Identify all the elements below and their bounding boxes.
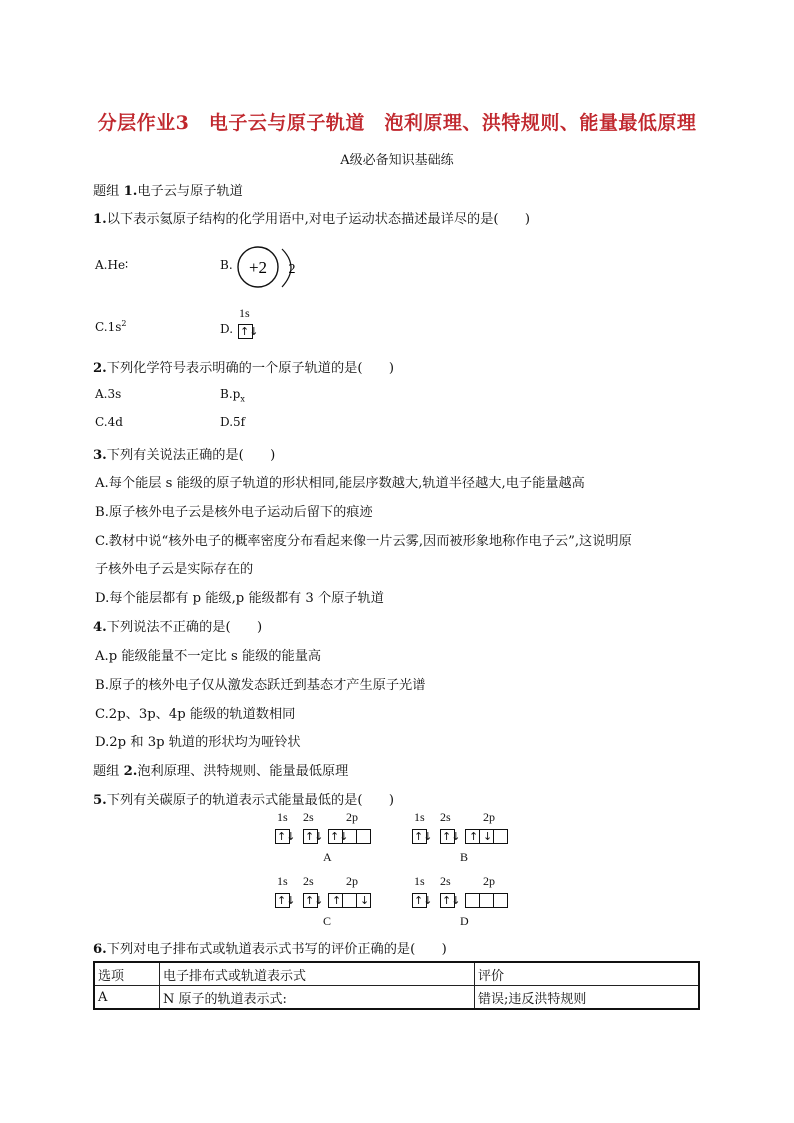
q2-option-b-base: B.p: [220, 387, 241, 401]
label-2p: 2p: [483, 874, 495, 888]
header-cell-option: 选项: [94, 962, 160, 986]
orbital-2p-1: [328, 829, 349, 844]
electron-arrows: ↓: [360, 894, 370, 907]
header-cell-expression: 电子排布式或轨道表示式: [160, 962, 475, 986]
orbital-1s: [275, 829, 296, 844]
label-2s: 2s: [440, 874, 451, 888]
q1-option-c-base: C.1s: [95, 320, 122, 334]
orbital-1s: [275, 893, 296, 908]
group-heading-1: [93, 180, 243, 199]
question-number: 2.: [93, 361, 107, 376]
orbital-2p-1: [328, 893, 343, 908]
q4-option-b: B.原子的核外电子仅从激发态跃迁到基态才产生原子光谱: [95, 678, 426, 693]
electron-arrows: ↑↓: [414, 830, 433, 843]
question-3-stem: [93, 444, 275, 463]
orbital-2p-2: [479, 893, 494, 908]
orbital-diagram-a: [275, 810, 385, 870]
group-number: 1.: [123, 184, 138, 199]
orbital-diagram-d: [412, 874, 522, 934]
section-subtitle: A级必备知识基础练: [340, 153, 454, 168]
orbital-1s: [412, 829, 433, 844]
q1-orbital-label: 1s: [239, 306, 250, 320]
q4-option-d: D.2p 和 3p 轨道的形状均为哑铃状: [95, 735, 301, 750]
label-1s: 1s: [414, 874, 425, 888]
label-2p: 2p: [483, 810, 495, 824]
q3-option-b: B.原子核外电子云是核外电子运动后留下的痕迹: [95, 505, 373, 520]
table-row: [94, 986, 699, 1010]
q3-option-c-line1: C.教材中说“核外电子的概率密度分布看起来像一片云雾,因而被形象地称作电子云”,这说明原: [95, 534, 632, 549]
diagram-letter: D: [460, 914, 469, 928]
orbital-2p-2: [479, 829, 494, 844]
q1-option-c: [95, 320, 126, 334]
label-2p: 2p: [346, 874, 358, 888]
question-text: 下列化学符号表示明确的一个原子轨道的是( ): [106, 361, 395, 376]
orbital-2p-3: [356, 829, 371, 844]
group-prefix: 题组: [93, 764, 124, 779]
label-2s: 2s: [440, 810, 451, 824]
electron-arrows: ↑↓: [414, 894, 433, 907]
orbital-2p-3: [493, 829, 508, 844]
page-title: 分层作业3 电子云与原子轨道 泡利原理、洪特规则、能量最低原理: [97, 112, 697, 134]
electron-arrows: ↑: [469, 830, 479, 843]
orbital-diagram-c: [275, 874, 385, 934]
question-number: 6.: [93, 942, 107, 957]
q1-option-a: A.He∶: [95, 258, 129, 272]
diagram-letter: C: [323, 914, 332, 928]
nucleus-charge: +2: [248, 258, 268, 277]
atom-structure-diagram: [234, 243, 304, 293]
q3-option-c-line2: 子核外电子云是实际存在的: [95, 562, 254, 577]
electron-arrows: ↑↓: [330, 830, 349, 843]
cell-evaluation: 错误;违反洪特规则: [475, 986, 700, 1010]
q2-option-c: C.4d: [95, 415, 123, 429]
label-2s: 2s: [303, 810, 314, 824]
electron-arrows: ↑↓: [277, 830, 296, 843]
table-header-row: [94, 962, 699, 986]
orbital-2p-1: [465, 829, 480, 844]
q3-option-d: D.每个能层都有 p 能级,p 能级都有 3 个原子轨道: [95, 591, 384, 606]
question-6-stem: [93, 938, 447, 957]
question-text: 下列有关说法正确的是( ): [106, 448, 276, 463]
q2-option-a: A.3s: [95, 387, 122, 401]
q2-option-d: D.5f: [220, 415, 246, 429]
orbital-2s: [440, 829, 461, 844]
electron-arrows: ↑↓: [305, 894, 324, 907]
cell-expression: N 原子的轨道表示式:: [160, 986, 475, 1010]
question-2-stem: [93, 357, 394, 376]
q1-option-b-label: B.: [220, 258, 233, 272]
orbital-2p-2: [342, 829, 357, 844]
q3-option-a: A.每个能层 s 能级的原子轨道的形状相同,能层序数越大,轨道半径越大,电子能量越高: [95, 476, 585, 491]
question-1-stem: [93, 208, 530, 227]
label-2p: 2p: [346, 810, 358, 824]
orbital-diagram-b: [412, 810, 522, 870]
electron-arrows: ↓: [483, 830, 493, 843]
group-text: 电子云与原子轨道: [137, 184, 243, 199]
electron-arrows: ↑↓: [442, 830, 461, 843]
electron-pair-arrows: ↑↓: [240, 325, 259, 338]
question-text: 下列有关碳原子的轨道表示式能量最低的是( ): [106, 793, 395, 808]
orbital-2s: [440, 893, 461, 908]
q2-option-b: [220, 387, 245, 403]
question-text: 下列说法不正确的是( ): [106, 620, 263, 635]
orbital-2p-1: [465, 893, 480, 908]
label-1s: 1s: [277, 874, 288, 888]
question-number: 4.: [93, 620, 107, 635]
orbital-2p-3: [493, 893, 508, 908]
question-5-stem: [93, 789, 394, 808]
question-text: 下列对电子排布式或轨道表示式书写的评价正确的是( ): [106, 942, 447, 957]
q1-option-d-label: D.: [220, 322, 234, 336]
q4-option-a: A.p 能级能量不一定比 s 能级的能量高: [95, 649, 322, 664]
label-1s: 1s: [414, 810, 425, 824]
orbital-2s: [303, 829, 324, 844]
cell-option: A: [94, 986, 160, 1010]
orbital-2p-3: [356, 893, 371, 908]
question-number: 5.: [93, 793, 107, 808]
orbital-1s: [412, 893, 433, 908]
diagram-letter: B: [460, 850, 469, 864]
group-prefix: 题组: [93, 184, 124, 199]
orbital-2p-2: [342, 893, 357, 908]
question-number: 1.: [93, 212, 107, 227]
q1-option-c-sup: 2: [121, 319, 127, 328]
electron-arrows: ↑↓: [277, 894, 296, 907]
group-heading-2: [93, 760, 348, 779]
electron-arrows: ↑: [332, 894, 342, 907]
q4-option-c: C.2p、3p、4p 能级的轨道数相同: [95, 707, 296, 722]
question-number: 3.: [93, 448, 107, 463]
orbital-2s: [303, 893, 324, 908]
label-2s: 2s: [303, 874, 314, 888]
group-text: 泡利原理、洪特规则、能量最低原理: [137, 764, 349, 779]
electron-arrows: ↑↓: [305, 830, 324, 843]
question-4-stem: [93, 616, 262, 635]
question-text: 以下表示氦原子结构的化学用语中,对电子运动状态描述最详尽的是( ): [106, 212, 531, 227]
evaluation-table: [93, 961, 700, 1010]
shell-electrons: 2: [288, 262, 296, 277]
diagram-letter: A: [323, 850, 332, 864]
group-number: 2.: [123, 764, 138, 779]
label-1s: 1s: [277, 810, 288, 824]
q1-orbital-box: [238, 324, 259, 339]
electron-arrows: ↑↓: [442, 894, 461, 907]
header-cell-evaluation: 评价: [475, 962, 700, 986]
q2-option-b-sub: x: [240, 394, 245, 404]
